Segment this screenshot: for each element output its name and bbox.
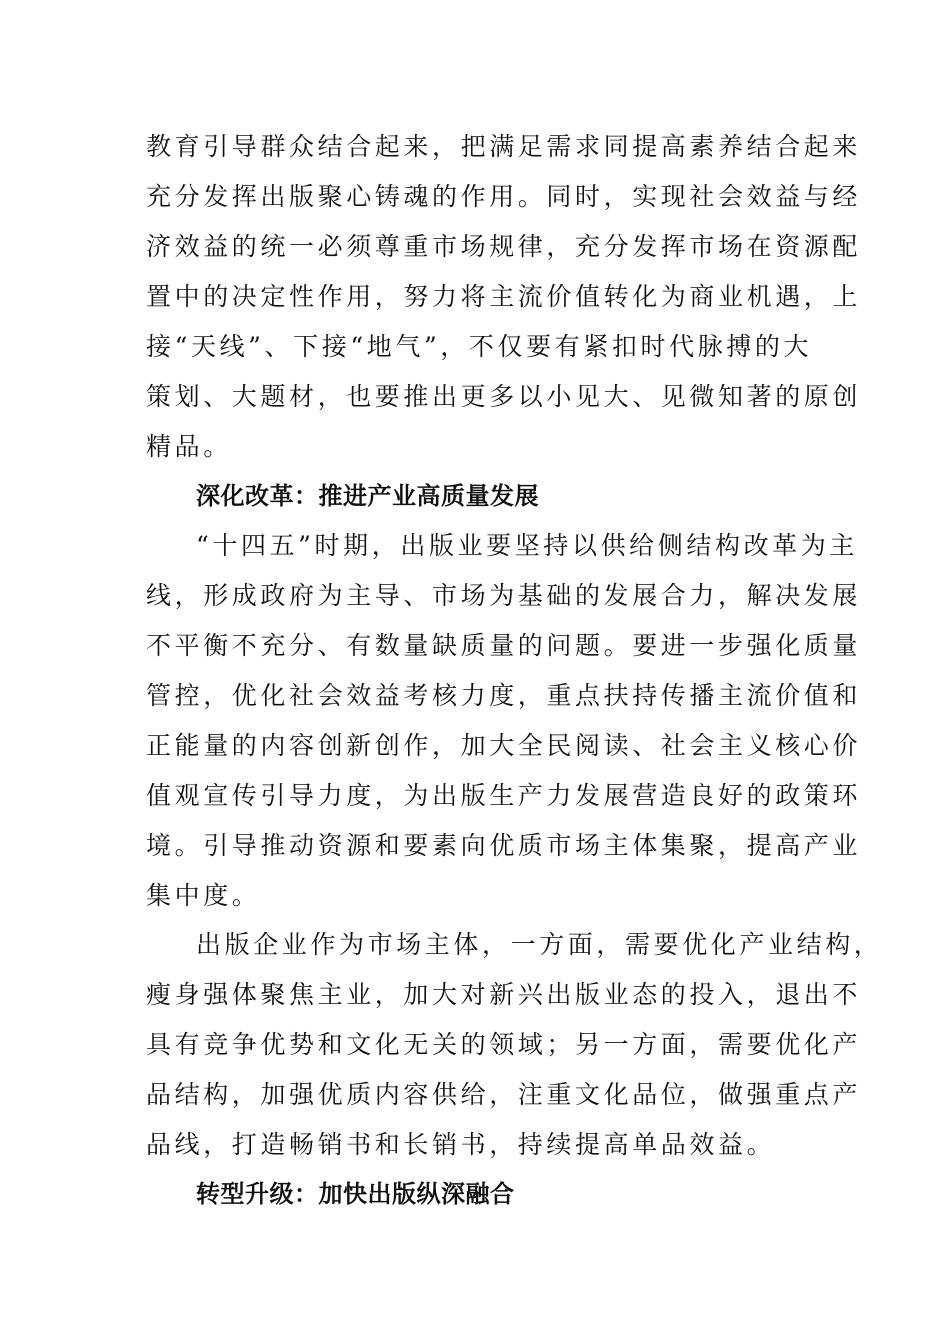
paragraph-line: 具有竞争优势和文化无关的领域；另一方面，需要优化产 <box>146 1030 862 1059</box>
paragraph-line: 品结构，加强优质内容供给，注重文化品位，做强重点产 <box>146 1080 862 1109</box>
paragraph-line: 出版企业作为市场主体，一方面，需要优化产业结构， <box>196 930 883 959</box>
paragraph-line: 济效益的统一必须尊重市场规律，充分发挥市场在资源配 <box>146 232 862 261</box>
paragraph-line: 策划、大题材，也要推出更多以小见大、见微知著的原创 <box>146 382 862 411</box>
section-heading: 深化改革：推进产业高质量发展 <box>196 482 539 510</box>
paragraph-line: 境。引导推动资源和要素向优质市场主体集聚，提高产业 <box>146 831 862 860</box>
paragraph-line: “十四五”时期，出版业要坚持以供给侧结构改革为主 <box>196 531 858 560</box>
paragraph-line: 管控，优化社会效益考核力度，重点扶持传播主流价值和 <box>146 681 862 710</box>
paragraph-line: 接“天线”、下接“地气”，不仅要有紧扣时代脉搏的大 <box>146 332 813 361</box>
paragraph-line: 瘦身强体聚焦主业，加大对新兴出版业态的投入，退出不 <box>146 980 862 1009</box>
paragraph-line: 线，形成政府为主导、市场为基础的发展合力，解决发展 <box>146 581 862 610</box>
paragraph-line: 不平衡不充分、有数量缺质量的问题。要进一步强化质量 <box>146 631 862 660</box>
paragraph-line: 置中的决定性作用，努力将主流价值转化为商业机遇，上 <box>146 282 862 311</box>
paragraph-line: 充分发挥出版聚心铸魂的作用。同时，实现社会效益与经 <box>146 182 862 211</box>
paragraph-line: 值观宣传引导力度，为出版生产力发展营造良好的政策环 <box>146 781 862 810</box>
paragraph-line: 正能量的内容创新创作，加大全民阅读、社会主义核心价 <box>146 731 862 760</box>
paragraph-line: 品线，打造畅销书和长销书，持续提高单品效益。 <box>146 1130 776 1159</box>
paragraph-line: 集中度。 <box>146 881 261 910</box>
section-heading: 转型升级：加快出版纵深融合 <box>196 1180 515 1208</box>
paragraph-line: 精品。 <box>146 432 232 461</box>
paragraph-line: 教育引导群众结合起来，把满足需求同提高素养结合起来 <box>146 132 862 161</box>
